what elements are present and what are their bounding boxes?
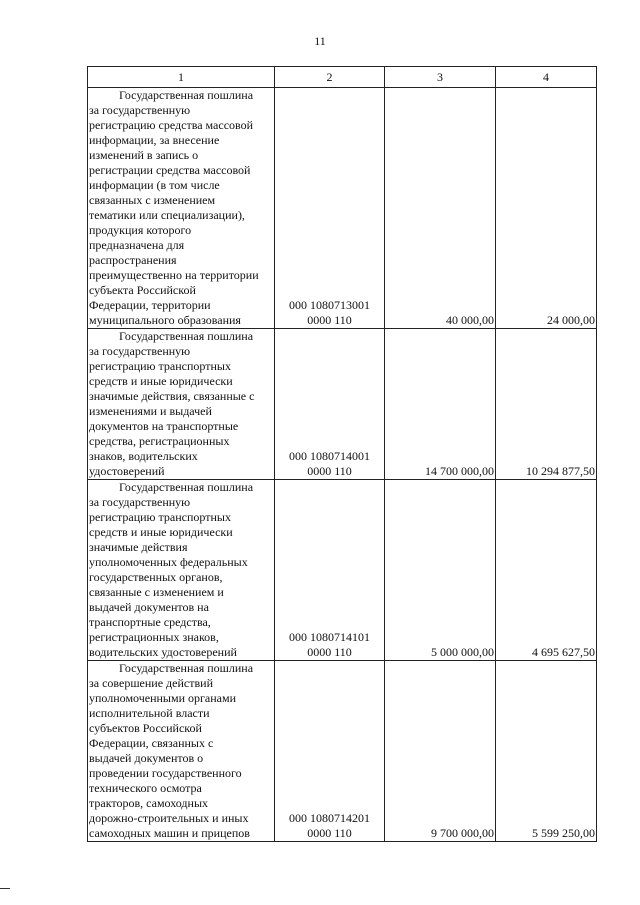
row-plan-amount: 40 000,00 <box>385 88 496 329</box>
row-plan-amount: 9 700 000,00 <box>385 661 496 842</box>
row-code-line1: 000 1080713001 <box>289 298 370 312</box>
row-fact-amount: 4 695 627,50 <box>496 480 597 661</box>
column-header: 3 <box>385 67 496 88</box>
row-plan-amount: 14 700 000,00 <box>385 329 496 480</box>
row-code-line2: 0000 110 <box>307 313 352 327</box>
row-description-cell <box>88 661 275 842</box>
row-code-line1: 000 1080714001 <box>289 449 370 463</box>
header-row <box>88 67 597 88</box>
row-fact-amount: 24 000,00 <box>496 88 597 329</box>
column-header: 4 <box>496 67 597 88</box>
row-description: Государственная пошлина за государственную регистрацию транспортных средств и иные юридически значимые действия, связанные с изменениями и выдачей документов на транспортные средства, регистрационных знаков, водительских удостоверений <box>89 329 255 478</box>
row-code-line1: 000 1080714201 <box>289 811 370 825</box>
revenue-table <box>87 66 597 842</box>
row-fact-amount: 5 599 250,00 <box>496 661 597 842</box>
row-code-line2: 0000 110 <box>307 464 352 478</box>
table-row <box>88 661 597 842</box>
page-number: 11 <box>314 34 326 48</box>
scan-edge-mark <box>0 888 10 889</box>
row-code-cell <box>275 480 385 661</box>
row-plan-amount: 5 000 000,00 <box>385 480 496 661</box>
row-code-line1: 000 1080714101 <box>289 630 370 644</box>
row-fact-amount: 10 294 877,50 <box>496 329 597 480</box>
table-row <box>88 480 597 661</box>
row-code-line2: 0000 110 <box>307 826 352 840</box>
row-code-cell <box>275 329 385 480</box>
column-header: 2 <box>275 67 385 88</box>
row-description-cell <box>88 88 275 329</box>
row-description: Государственная пошлина за государственную регистрацию средства массовой информации, за внесение изменений в запись о регистрации средства массовой информации (в том числе связанных с изменением тематики или специализации), продукция которого предназначена для распространения преимущественно на территории субъекта Российской Федерации, территории муниципального образования <box>89 88 259 327</box>
row-code-line2: 0000 110 <box>307 645 352 659</box>
table-row <box>88 329 597 480</box>
column-header: 1 <box>88 67 275 88</box>
row-description-cell <box>88 329 275 480</box>
row-code-cell <box>275 88 385 329</box>
row-code-cell <box>275 661 385 842</box>
row-description: Государственная пошлина за государственную регистрацию транспортных средств и иные юридически значимые действия уполномоченных федеральных государственных органов, связанные с изменением и выдачей документов на транспортные средства, регистрационных знаков, водительских удостоверений <box>89 480 254 659</box>
row-description: Государственная пошлина за совершение действий уполномоченными органами исполнительной власти субъектов Российской Федерации, связанных с выдачей документов о проведении государственного технического осмотра тракторов, самоходных дорожно-строительных и иных самоходных машин и прицепов <box>89 661 254 840</box>
table-row <box>88 88 597 329</box>
row-description-cell <box>88 480 275 661</box>
